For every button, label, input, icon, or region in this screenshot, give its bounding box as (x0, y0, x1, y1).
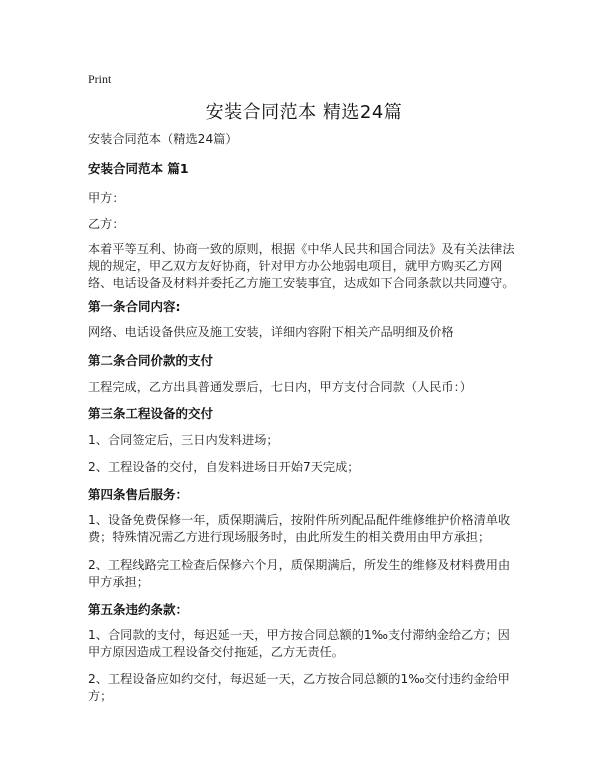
print-label: Print (88, 72, 112, 86)
article-5-paragraph-2: 2、工程设备应如约交付，每迟延一天，乙方按合同总额的1‰交付违约金给甲方； (88, 672, 510, 703)
article-3-heading: 第三条工程设备的交付 (88, 406, 214, 421)
party-b-line: 乙方： (88, 217, 125, 231)
document-title: 安装合同范本 精选24篇 (205, 102, 403, 123)
article-4-paragraph-1: 1、设备免费保修一年，质保期满后，按附件所列配品配件维修维护价格清单收费；特殊情况需乙方进行现场服务时，由此所发生的相关费用由甲方承担； (88, 513, 511, 544)
article-1-heading: 第一条合同内容: (88, 299, 181, 314)
party-a-line: 甲方： (88, 191, 125, 205)
article-4-heading: 第四条售后服务： (88, 487, 189, 502)
article-2-paragraph-1: 工程完成，乙方出具普通发票后，七日内，甲方支付合同款（人民币：） (88, 380, 472, 394)
article-4-paragraph-2: 2、工程线路完工检查后保修六个月，质保期满后，所发生的维修及材料费用由甲方承担； (88, 558, 511, 589)
article-3-paragraph-1: 1、合同签定后，三日内发料进场； (88, 433, 279, 447)
article-1-paragraph-1: 网络、电话设备供应及施工安装，详细内容附下相关产品明细及价格 (88, 325, 454, 339)
article-5-heading: 第五条违约条款： (88, 602, 189, 617)
intro-paragraph: 本着平等互利、协商一致的原则，根据《中华人民共和国合同法》及有关法律法规的规定，甲乙双方友好协商，针对甲方办公地弱电项目，就甲方购买乙方网络、电话设备及材料并委托乙方施工安装事宜，达成如下合同条款以共同遵守。 (88, 242, 515, 290)
article-2-heading: 第二条合同价款的支付 (88, 353, 214, 368)
article-3-paragraph-2: 2、工程设备的交付，自发料进场日开始7天完成； (88, 460, 360, 474)
article-5-paragraph-1: 1、合同款的支付，每迟延一天，甲方按合同总额的1‰支付滞纳金给乙方；因甲方原因造成工程设备交付拖延，乙方无责任。 (88, 628, 510, 659)
section-heading: 安装合同范本 篇1 (88, 161, 189, 176)
document-subtitle: 安装合同范本（精选24篇） (88, 132, 238, 146)
